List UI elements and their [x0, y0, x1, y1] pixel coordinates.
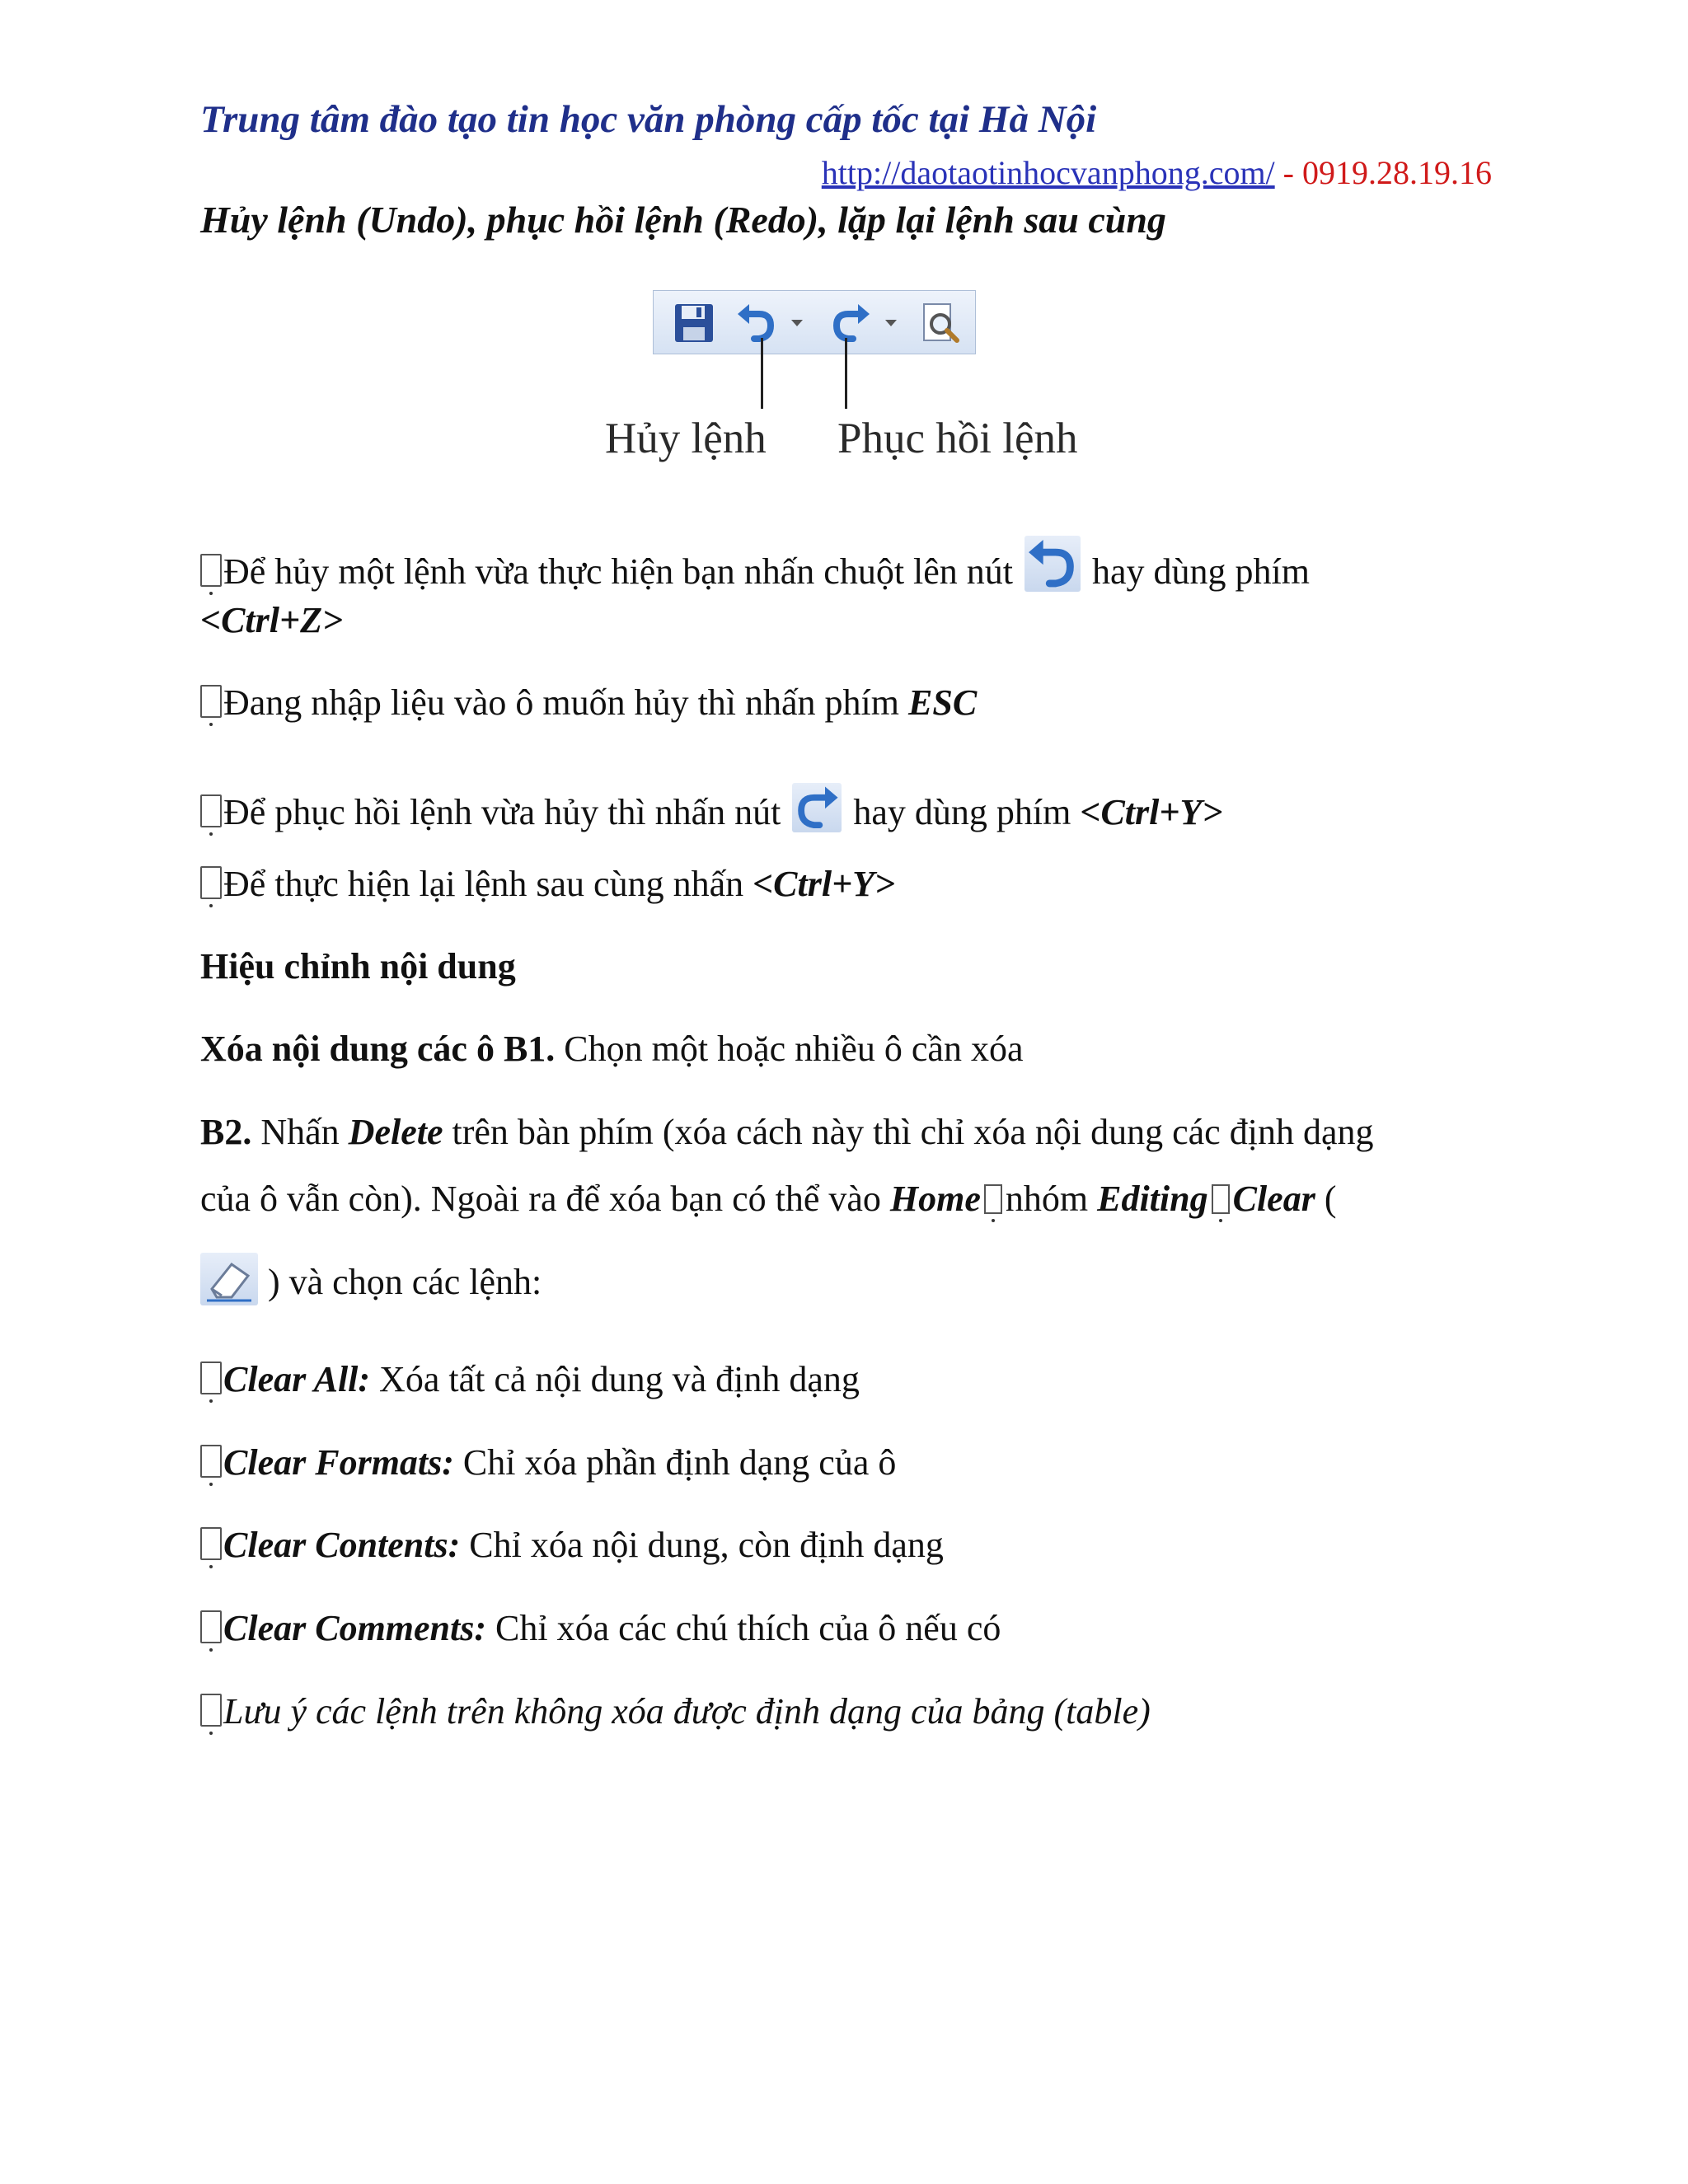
arrow-glyph — [1212, 1184, 1230, 1214]
paragraph-clear-b2 — [200, 1114, 1373, 1151]
undo-shortcut: <Ctrl+Z> — [200, 600, 344, 640]
bullet-glyph — [200, 1527, 222, 1560]
paragraph-text: hay dùng phím — [1092, 551, 1311, 592]
undo-callout-line — [761, 338, 763, 409]
option-clear-all — [200, 1361, 860, 1398]
escape-key: ESC — [908, 682, 978, 723]
paragraph-escape — [200, 682, 978, 723]
paragraph-text: Chọn một hoặc nhiều ô cần xóa — [555, 1029, 1024, 1069]
option-description: Chỉ xóa phần định dạng của ô — [453, 1442, 897, 1483]
bullet-glyph — [200, 1445, 222, 1478]
note-text: Lưu ý các lệnh trên không xóa được định dạng của bảng (table) — [223, 1691, 1151, 1732]
option-description: Chỉ xóa các chú thích của ô nếu có — [486, 1608, 1001, 1648]
paragraph-choose-commands — [200, 1253, 542, 1305]
undo-dropdown-arrow-icon — [789, 314, 805, 330]
print-preview-icon — [917, 301, 962, 345]
paragraph-text: nhóm — [1005, 1179, 1098, 1219]
paragraph-text: Đang nhập liệu vào ô muốn hủy thì nhấn phím — [223, 682, 908, 723]
bullet-glyph — [200, 1610, 222, 1643]
paragraph-undo — [200, 536, 1310, 592]
arrow-glyph — [984, 1184, 1002, 1214]
heading-text: Hiệu chỉnh nội dung — [200, 946, 516, 987]
header-title: Trung tâm đào tạo tin học văn phòng cấp tốc tại Hà Nội — [200, 98, 1097, 141]
paragraph-text: hay dùng phím — [853, 792, 1081, 832]
redo-callout-label: Phục hồi lệnh — [837, 415, 1078, 462]
redo-icon — [828, 301, 873, 345]
bullet-glyph — [200, 1694, 222, 1727]
undo-callout-label: Hủy lệnh — [605, 415, 767, 462]
option-clear-contents — [200, 1527, 944, 1563]
redo-shortcut: <Ctrl+Y> — [1080, 792, 1223, 832]
paragraph-text: ) và chọn các lệnh: — [268, 1262, 542, 1302]
undo-button-icon — [1025, 536, 1081, 592]
paragraph-repeat — [200, 866, 895, 902]
bullet-glyph — [200, 866, 222, 899]
section-title: Hủy lệnh (Undo), phục hồi lệnh (Redo), lặp lại lệnh sau cùng — [200, 199, 1166, 241]
option-description: Chỉ xóa nội dung, còn định dạng — [460, 1525, 944, 1565]
redo-callout-line — [845, 338, 847, 409]
paragraph-clear-path — [200, 1181, 1337, 1217]
paragraph-text: Để phục hồi lệnh vừa hủy thì nhấn nút — [223, 792, 781, 832]
paragraph-clear-b1 — [200, 1031, 1024, 1067]
paragraph-redo — [200, 783, 1222, 832]
option-name: Clear Comments: — [223, 1608, 487, 1648]
paragraph-text: ( — [1315, 1179, 1337, 1219]
option-name: Clear Contents: — [223, 1525, 461, 1565]
paragraph-text: Để thực hiện lại lệnh sau cùng nhấn — [223, 864, 753, 904]
save-icon — [672, 301, 716, 345]
bullet-glyph — [200, 1361, 222, 1394]
bullet-glyph — [200, 685, 222, 718]
home-tab-label: Home — [889, 1179, 981, 1219]
option-clear-comments — [200, 1610, 1001, 1647]
paragraph-text: trên bàn phím (xóa cách này thì chỉ xóa nội dung các định dạng — [443, 1112, 1374, 1152]
redo-button-icon — [792, 783, 842, 832]
step-b2-label: B2. — [200, 1112, 252, 1152]
option-description: Xóa tất cả nội dung và định dạng — [370, 1359, 860, 1399]
option-name: Clear All: — [223, 1359, 371, 1399]
clear-command-label: Clear — [1232, 1179, 1315, 1219]
note-table-format — [200, 1691, 1151, 1732]
option-name: Clear Formats: — [223, 1442, 454, 1483]
paragraph-text: Để hủy một lệnh vừa thực hiện bạn nhấn chuột lên nút — [223, 551, 1014, 592]
heading-edit-content — [200, 946, 516, 987]
bullet-glyph — [200, 794, 222, 827]
repeat-shortcut: <Ctrl+Y> — [753, 864, 896, 904]
step-b1-label: Xóa nội dung các ô B1. — [200, 1029, 556, 1069]
paragraph-text: của ô vẫn còn). Ngoài ra để xóa bạn có thể vào — [200, 1179, 890, 1219]
eraser-icon — [200, 1253, 258, 1305]
header-contact — [822, 153, 1492, 192]
phone-number: 0919.28.19.16 — [1302, 154, 1492, 191]
redo-dropdown-arrow-icon — [883, 314, 899, 330]
option-clear-formats — [200, 1442, 897, 1483]
editing-group-label: Editing — [1097, 1179, 1208, 1219]
paragraph-text: Nhấn — [251, 1112, 349, 1152]
website-link[interactable]: http://daotaotinhocvanphong.com/ — [821, 154, 1275, 191]
quick-access-toolbar-figure — [653, 290, 976, 354]
undo-icon — [734, 301, 779, 345]
delete-key: Delete — [348, 1112, 443, 1152]
bullet-glyph — [200, 554, 222, 587]
header-separator: - — [1274, 154, 1302, 191]
